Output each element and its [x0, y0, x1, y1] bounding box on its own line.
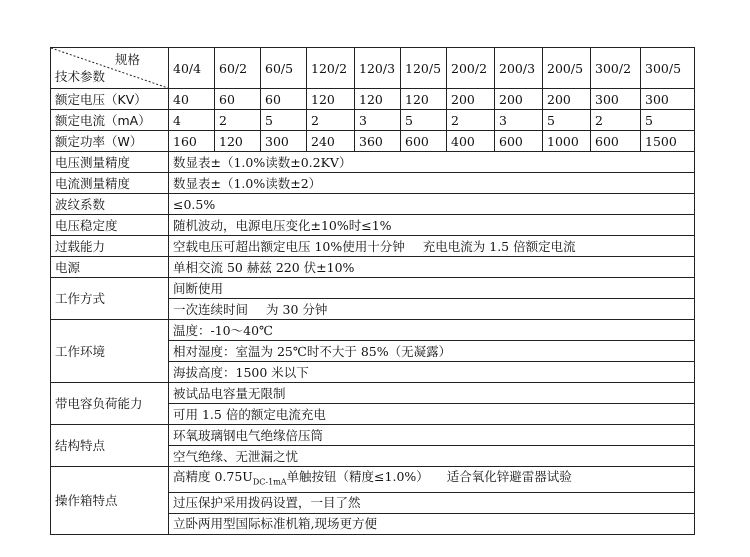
table-cell: 5: [261, 110, 307, 131]
model-header: 60/2: [215, 48, 261, 89]
overload-voltage-text: 空载电压可超出额定电压 10%使用十分钟: [173, 238, 405, 254]
environment-row: [51, 320, 695, 341]
table-cell: 2: [591, 110, 641, 131]
spec-label: 规格: [114, 52, 140, 67]
row-label: 电流测量精度: [51, 173, 169, 194]
precision-text: 高精度 0.75U: [173, 469, 253, 484]
row-value: ≤0.5%: [169, 194, 695, 215]
overload-row: [51, 236, 695, 257]
row-label: 电源: [51, 257, 169, 278]
table-cell: 120: [355, 89, 401, 110]
row-label: 额定电压（KV）: [51, 89, 169, 110]
power-supply-row: [51, 257, 695, 278]
row-value: [169, 299, 695, 320]
param-label: 技术参数: [55, 69, 106, 84]
model-header: 200/2: [447, 48, 495, 89]
table-cell: 3: [355, 110, 401, 131]
table-cell: 4: [169, 110, 215, 131]
row-value: 可用 1.5 倍的额定电流充电: [169, 404, 695, 425]
work-mode-row: [51, 278, 695, 299]
row-value: [169, 236, 695, 257]
model-header: 300/2: [591, 48, 641, 89]
table-cell: 200: [495, 89, 543, 110]
overload-current-text: 充电电流为 1.5 倍额定电流: [422, 238, 576, 254]
table-cell: 400: [447, 131, 495, 152]
table-cell: 40: [169, 89, 215, 110]
table-cell: 2: [447, 110, 495, 131]
header-row: [51, 48, 695, 89]
table-cell: 600: [401, 131, 447, 152]
model-header: 200/3: [495, 48, 543, 89]
current-accuracy-row: [51, 173, 695, 194]
table-cell: 1000: [543, 131, 591, 152]
row-value: 数显表±（1.0%读数±0.2KV）: [169, 152, 695, 173]
model-header: 60/5: [261, 48, 307, 89]
precision-subscript: DC-1mA: [252, 477, 287, 487]
table-cell: 3: [495, 110, 543, 131]
rated-power-row: [51, 131, 695, 152]
table-cell: 240: [307, 131, 355, 152]
row-value: 随机波动，电源电压变化±10%时≤1%: [169, 215, 695, 236]
table-cell: 300: [641, 89, 695, 110]
rated-voltage-row: [51, 89, 695, 110]
table-cell: 5: [401, 110, 447, 131]
row-label: 额定功率（W）: [51, 131, 169, 152]
table-cell: 120: [307, 89, 355, 110]
table-cell: 5: [641, 110, 695, 131]
capacitive-load-row: [51, 383, 695, 404]
row-label: 波纹系数: [51, 194, 169, 215]
table-cell: 60: [215, 89, 261, 110]
table-cell: 200: [543, 89, 591, 110]
spec-table: [50, 47, 695, 535]
table-cell: 1500: [641, 131, 695, 152]
row-value: 数显表±（1.0%读数±2）: [169, 173, 695, 194]
voltage-accuracy-row: [51, 152, 695, 173]
table-cell: 300: [591, 89, 641, 110]
row-value: 海拔高度：1500 米以下: [169, 362, 695, 383]
row-value: 温度：-10～40℃: [169, 320, 695, 341]
continuous-time-value: 为 30 分钟: [266, 301, 328, 317]
row-label: 额定电流（mA）: [51, 110, 169, 131]
row-value: 被试品电容量无限制: [169, 383, 695, 404]
arrester-text: 适合氧化锌避雷器试验: [446, 469, 572, 484]
continuous-time-label: 一次连续时间: [173, 301, 249, 317]
model-header: 120/3: [355, 48, 401, 89]
table-cell: 120: [215, 131, 261, 152]
row-label: 过载能力: [51, 236, 169, 257]
table-cell: 600: [591, 131, 641, 152]
table-cell: 120: [401, 89, 447, 110]
table-cell: 600: [495, 131, 543, 152]
row-value: 过压保护采用拨码设置，一目了然: [169, 492, 695, 513]
row-label: 工作方式: [51, 278, 169, 320]
diagonal-header-cell: [51, 48, 169, 89]
row-label: 电压稳定度: [51, 215, 169, 236]
model-header: 40/4: [169, 48, 215, 89]
row-value: 相对湿度：室温为 25℃时不大于 85%（无凝露）: [169, 341, 695, 362]
row-label: 操作箱特点: [51, 467, 169, 535]
row-value: 环氧玻璃钢电气绝缘倍压筒: [169, 425, 695, 446]
row-label: 带电容负荷能力: [51, 383, 169, 425]
row-value: 间断使用: [169, 278, 695, 299]
table-cell: 200: [447, 89, 495, 110]
row-value: 空气绝缘、无泄漏之忧: [169, 446, 695, 467]
button-text: 单触按钮（精度≤1.0%）: [286, 469, 429, 484]
table-cell: 60: [261, 89, 307, 110]
row-value: 单相交流 50 赫兹 220 伏±10%: [169, 257, 695, 278]
model-header: 300/5: [641, 48, 695, 89]
row-value: [169, 467, 695, 493]
voltage-stability-row: [51, 215, 695, 236]
row-label: 工作环境: [51, 320, 169, 383]
table-cell: 300: [261, 131, 307, 152]
table-cell: 360: [355, 131, 401, 152]
table-cell: 2: [307, 110, 355, 131]
row-value: 立卧两用型国际标准机箱,现场更方便: [169, 513, 695, 534]
row-label: 电压测量精度: [51, 152, 169, 173]
structure-row: [51, 425, 695, 446]
table-cell: 160: [169, 131, 215, 152]
control-box-row: [51, 467, 695, 493]
rated-current-row: [51, 110, 695, 131]
table-cell: 5: [543, 110, 591, 131]
model-header: 120/5: [401, 48, 447, 89]
ripple-row: [51, 194, 695, 215]
table-cell: 2: [215, 110, 261, 131]
row-label: 结构特点: [51, 425, 169, 467]
model-header: 120/2: [307, 48, 355, 89]
model-header: 200/5: [543, 48, 591, 89]
